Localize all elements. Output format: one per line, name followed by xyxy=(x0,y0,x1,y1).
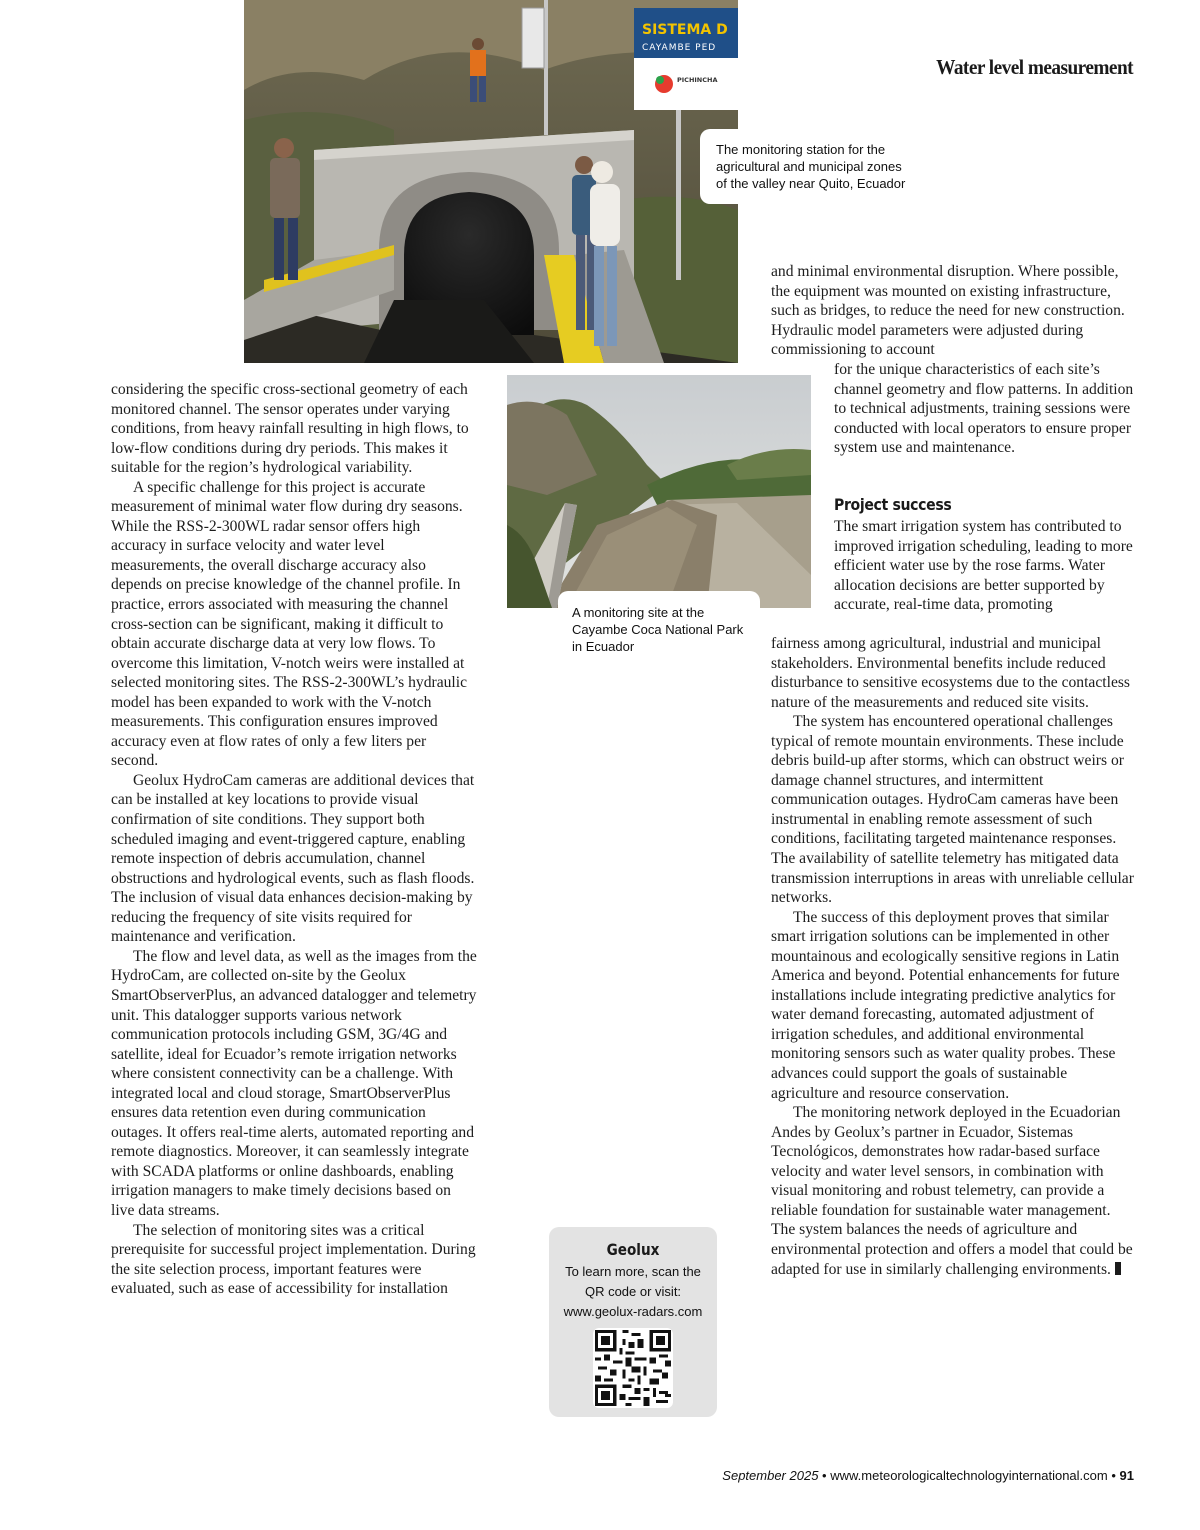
section-title: Water level measurement xyxy=(936,55,1133,79)
page-number: 91 xyxy=(1119,1468,1134,1483)
sign-logo-text: PICHINCHA xyxy=(677,76,718,84)
qr-code-icon[interactable] xyxy=(593,1328,673,1408)
article-paragraph: The success of this deployment proves that similar smart irrigation solutions can be implemented in other mountainous and ecologically sensitive regions in Latin America and beyond. Potential enhancements for future installations include integrating predictive analytics for water demand forecasting, automated adjustment of irrigation schedules, and additional environmental monitoring sensors such as water quality probes. These advances could support the goals of sustainable agriculture and resource conservation. xyxy=(771,908,1120,1102)
sign-subtitle-text: CAYAMBE PED xyxy=(642,43,717,53)
article-paragraph: and minimal environmental disruption. Where possible, the equipment was mounted on existing infrastructure, such as bridges, to reduce the need for new construction. Hydraulic model parameters were adjusted during commissioning to account xyxy=(771,263,1125,359)
geolux-info-box xyxy=(549,1227,717,1417)
article-paragraph: The monitoring network deployed in the Ecuadorian Andes by Geolux’s partner in Ecuador, Sistemas Tecnológicos, demonstrates how radar-based surface velocity and water level sensors, in combination with visual monitoring and robust telemetry, can provide a reliable foundation for sustainable water management. The system balances the needs of agriculture and environmental protection and offers a model that could be adapted for use in similarly challenging environments. xyxy=(771,1104,1133,1278)
geolux-title: Geolux xyxy=(606,1240,660,1259)
monitoring-site-photo xyxy=(507,375,811,608)
subhead-project-success: Project success xyxy=(834,495,952,514)
sign-title-text: SISTEMA D xyxy=(642,22,728,38)
photo-caption-site: A monitoring site at the Cayambe Coca National Park in Ecuador xyxy=(558,591,760,663)
photo-caption-station: The monitoring station for the agricultural and municipal zones of the valley near Quito, Ecuador xyxy=(700,129,914,204)
geolux-url[interactable]: www.geolux-radars.com xyxy=(563,1304,703,1319)
footer-separator: • xyxy=(1111,1468,1116,1483)
article-paragraph: Geolux HydroCam cameras are additional devices that can be installed at key locations to provide visual confirmation of site conditions. They support both scheduled imaging and event-triggered capture, enabling remote inspection of debris accumulation, channel obstructions and hydrological events, such as flash floods. The inclusion of visual data enhances decision-making by reducing the frequency of site visits required for maintenance and verification. xyxy=(111,771,475,946)
geolux-line2: QR code or visit: xyxy=(584,1284,682,1299)
article-paragraph: The smart irrigation system has contributed to improved irrigation scheduling, leading to more efficient water use by the rose farms. Water allocation decisions are better supported by accurate, real-time data, promoting xyxy=(834,518,1133,614)
footer-website[interactable]: www.meteorologicaltechnologyinternational.com xyxy=(830,1468,1108,1483)
article-paragraph: The system has encountered operational challenges typical of remote mountain environments. These include debris build-up after storms, which can obstruct weirs or damage channel structures, and intermittent communication outages. HydroCam cameras have been instrumental in enabling remote assessment of such conditions, facilitating targeted maintenance responses. The availability of satellite telemetry has mitigated data transmission interruptions in areas with unreliable cellular networks. xyxy=(771,713,1134,907)
right-article-narrow xyxy=(834,360,1134,458)
end-mark-icon xyxy=(1115,1262,1121,1275)
article-paragraph: The selection of monitoring sites was a critical prerequisite for successful project implementation. During the site selection process, important features were evaluated, such as ease of accessibility for installation xyxy=(111,1221,476,1298)
article-paragraph: considering the specific cross-sectional geometry of each monitored channel. The sensor operates under varying conditions, from heavy rainfall resulting in high flows, to low-flow conditions during dry periods. This makes it suitable for the region’s hydrological variability. xyxy=(111,381,469,477)
left-article-column xyxy=(111,380,477,1299)
right-article-column xyxy=(771,634,1135,1279)
article-paragraph: The flow and level data, as well as the images from the HydroCam, are collected on-site by the Geolux SmartObserverPlus, an advanced datalogger and telemetry unit. This datalogger supports various network communication protocols including GSM, 3G/4G and satellite, ideal for Ecuador’s remote irrigation networks where consistent connectivity can be a challenge. With integrated local and cloud storage, SmartObserverPlus ensures data retention even during communication outages. It offers real-time alerts, automated reporting and remote diagnostics. Moreover, it can seamlessly integrate with SCADA platforms or online dashboards, enabling irrigation managers to make timely decisions based on live data streams. xyxy=(111,947,477,1219)
page-footer xyxy=(722,1468,1134,1483)
right-article-top xyxy=(771,262,1133,360)
footer-separator: • xyxy=(822,1468,827,1483)
success-narrow-paragraph xyxy=(834,517,1134,615)
article-paragraph: for the unique characteristics of each site’s channel geometry and flow patterns. In addition to technical adjustments, training sessions were conducted with local operators to ensure proper system use and maintenance. xyxy=(834,361,1134,457)
footer-date: September 2025 xyxy=(722,1468,819,1483)
article-paragraph: fairness among agricultural, industrial and municipal stakeholders. Environmental benefits include reduced disturbance to sensitive ecosystems due to the contactless nature of the measurements and reduced site visits. xyxy=(771,635,1130,711)
monitoring-station-photo xyxy=(244,0,738,363)
article-paragraph: A specific challenge for this project is accurate measurement of minimal water flow during dry seasons. While the RSS-2-300WL radar sensor offers high accuracy in surface velocity and water level measurements, the overall discharge accuracy also depends on precise knowledge of the channel profile. In practice, errors associated with measuring the channel cross-section can be significant, making it difficult to obtain accurate discharge data at very low flows. To overcome this limitation, V-notch weirs were installed at selected monitoring sites. The RSS-2-300WL’s hydraulic model has been expanded to work with the V-notch measurements. This configuration ensures improved accuracy even at flow rates of only a few liters per second. xyxy=(111,478,468,770)
geolux-line1: To learn more, scan the xyxy=(565,1264,701,1279)
